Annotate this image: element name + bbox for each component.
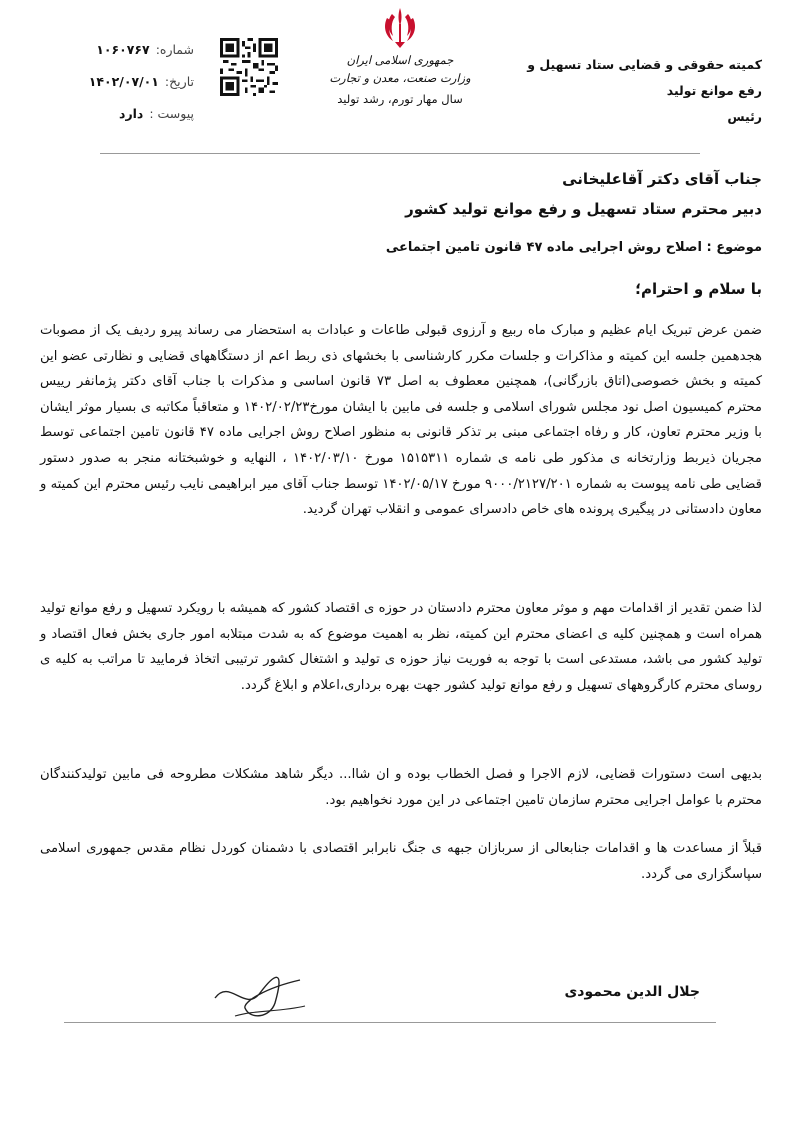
letter-number-value: ۱۰۶۰۷۶۷ <box>96 42 150 57</box>
republic-name: جمهوری اسلامی ایران <box>346 53 454 67</box>
letter-date-label: تاریخ: <box>164 74 194 89</box>
year-slogan: سال مهار تورم، رشد تولید <box>337 92 463 106</box>
letter-attachment-value: دارد <box>119 106 144 121</box>
body-paragraph: قبلاً از مساعدت ها و اقدامات جنابعالی از سربازان جبهه ی جنگ نابرابر اقتصادی با دشمنان کوردل نظام مقدس جمهوری اسلامی سپاسگزاری می گردد. <box>40 841 762 882</box>
letter-number-row <box>68 34 194 66</box>
handwritten-signature <box>205 958 315 1028</box>
body-paragraph: ضمن عرض تبریک ایام عظیم و مبارک ماه ربیع و آرزوی قبولی طاعات و عبادات به استحضار می رساند پیرو ردیف یک از مصوبات هجدهمین جلسه این کمیته و مذاکرات و جلسات مکرر کارشناسی با بخشهای ذی ربط اعم از دستگاههای قضایی و نظارتی عضو این کمیته و بخش خصوصی(اتاق بازرگانی)، همچنین معطوف به اصل ۷۳ قانون اساسی و مذکرات با جناب آقای دکتر پژمانفر رییس محترم کمیسیون اصل نود مجلس شورای اسلامی و جلسه فی مابین با ایشان مورخ۱۴۰۲/۰۲/۲۳ و متعاقباً مکاتبه ی بسیار موثر ایشان با وزیر محترم تعاون، کار و رفاه اجتماعی مبنی بر تذکر قانونی به منظور اصلاح روش اجرایی ماده ۴۷ قانون تامین اجتماعی توسط مجریان ذیربط وزارتخانه ی مذکور طی نامه ی شماره ۱۵۱۵۳۱۱ مورخ ۱۴۰۲/۰۳/۱۰ ، النهایه و خوشبختانه منجر به صدور دستور قضایی طی نامه پیوست به شماره ۹۰۰۰/۲۱۲۷/۲۰۱ مورخ ۱۴۰۲/۰۵/۱۷ توسط جناب آقای میر ابراهیمی نایب رئیس محترم این کمیته و معاون دادستانی در پیگیری پرونده های خاص دادسرای عمومی و انقلاب تهران گردید. <box>40 323 762 518</box>
recipient-name: جناب آقای دکتر آقاعلیخانی <box>562 170 762 188</box>
iran-emblem-icon <box>383 6 417 50</box>
ministry-name: وزارت صنعت، معدن و تجارت <box>329 71 471 85</box>
letter-subject: موضوع : اصلاح روش اجرایی ماده ۴۷ قانون تامین اجتماعی <box>385 240 762 255</box>
letter-date-value: ۱۴۰۲/۰۷/۰۱ <box>88 74 159 89</box>
signatory-name: جلال الدین محمودی <box>564 984 700 1000</box>
letter-number-label: شماره: <box>155 42 194 57</box>
footer-divider <box>64 1022 716 1023</box>
header-divider <box>100 153 700 154</box>
organization-role: رئیس <box>727 109 762 124</box>
letter-date-row <box>68 66 194 98</box>
qr-code-icon <box>220 38 278 96</box>
organization-name: کمیته حقوقی و قضایی ستاد تسهیل و رفع موانع تولید <box>527 57 762 98</box>
body-paragraph: بدیهی است دستورات قضایی، لازم الاجرا و فصل الخطاب بوده و ان شاا... دیگر شاهد مشکلات مطروحه فی مابین تولیدکنندگان محترم با عوامل اجرایی محترم سازمان تامین اجتماعی در این مورد نخواهیم بود. <box>40 767 762 808</box>
ministry-logo-block <box>300 6 500 106</box>
body-paragraph: لذا ضمن تقدیر از اقدامات مهم و موثر معاون محترم دادستان در حوزه ی اقتصاد کشور که همیشه با رویکرد تسهیل و رفع موانع تولید همراه است و همچنین کلیه ی اعضای محترم این کمیته، نظر به اهمیت موضوع که به شدت مبتلابه امور جاری بخش فعال اقتصاد و تولید کشور می باشد، مستدعی است با توجه به فوریت نیاز حوزه ی تولید و اشتغال کشور ترتیبی اتخاذ فرمایید تا مراتب به کلیه ی روسای محترم کارگروههای تسهیل و رفع موانع تولید کشور جهت بهره برداری،اعلام و ابلاغ گردد. <box>40 601 762 693</box>
letter-metadata <box>68 34 194 130</box>
letter-attachment-row <box>68 98 194 130</box>
greeting: با سلام و احترام؛ <box>635 280 762 298</box>
recipient-title: دبیر محترم ستاد تسهیل و رفع موانع تولید کشور <box>405 200 762 218</box>
letter-attachment-label: پیوست : <box>149 106 194 121</box>
organization-header <box>512 52 762 130</box>
